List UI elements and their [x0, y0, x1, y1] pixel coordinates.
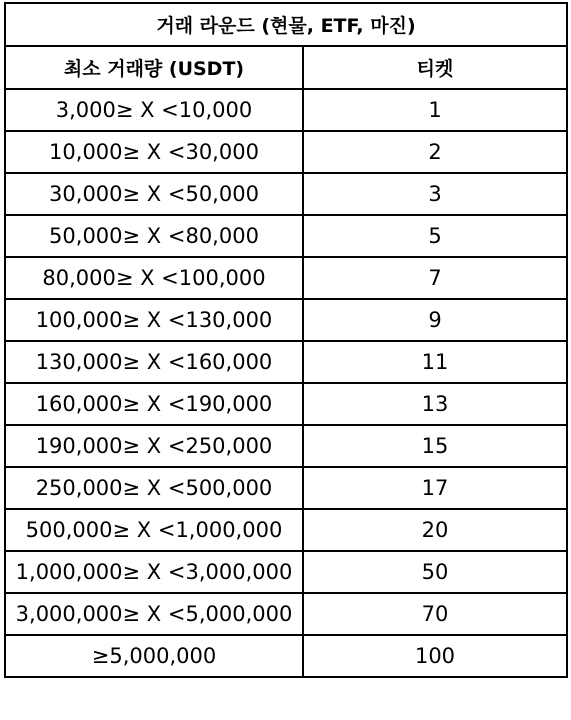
table-row [5, 551, 567, 593]
tickets-cell: 11 [303, 341, 567, 383]
table-row [5, 341, 567, 383]
table-row [5, 509, 567, 551]
volume-cell: 3,000,000≥ X <5,000,000 [5, 593, 303, 635]
tickets-cell: 1 [303, 89, 567, 131]
table-header-row [5, 46, 567, 89]
tickets-cell: 50 [303, 551, 567, 593]
table-row [5, 383, 567, 425]
volume-cell: 10,000≥ X <30,000 [5, 131, 303, 173]
volume-cell: 3,000≥ X <10,000 [5, 89, 303, 131]
tickets-cell: 15 [303, 425, 567, 467]
volume-cell: 30,000≥ X <50,000 [5, 173, 303, 215]
table-title: 거래 라운드 (현물, ETF, 마진) [5, 3, 567, 46]
table-row [5, 425, 567, 467]
volume-cell: 50,000≥ X <80,000 [5, 215, 303, 257]
tickets-cell: 20 [303, 509, 567, 551]
tickets-cell: 3 [303, 173, 567, 215]
header-tickets: 티켓 [303, 46, 567, 89]
tickets-cell: 9 [303, 299, 567, 341]
table-row [5, 131, 567, 173]
volume-cell: 190,000≥ X <250,000 [5, 425, 303, 467]
ticket-table [4, 2, 568, 678]
tickets-cell: 5 [303, 215, 567, 257]
volume-cell: 100,000≥ X <130,000 [5, 299, 303, 341]
tickets-cell: 7 [303, 257, 567, 299]
tickets-cell: 2 [303, 131, 567, 173]
table-row [5, 467, 567, 509]
table-row [5, 593, 567, 635]
volume-cell: 160,000≥ X <190,000 [5, 383, 303, 425]
table-row [5, 299, 567, 341]
volume-cell: 130,000≥ X <160,000 [5, 341, 303, 383]
volume-cell: 250,000≥ X <500,000 [5, 467, 303, 509]
volume-cell: 80,000≥ X <100,000 [5, 257, 303, 299]
table-row [5, 215, 567, 257]
ticket-table-sheet [4, 2, 566, 716]
tickets-cell: 70 [303, 593, 567, 635]
table-row [5, 89, 567, 131]
tickets-cell: 13 [303, 383, 567, 425]
table-row [5, 635, 567, 677]
tickets-cell: 17 [303, 467, 567, 509]
table-title-row [5, 3, 567, 46]
volume-cell: ≥5,000,000 [5, 635, 303, 677]
volume-cell: 1,000,000≥ X <3,000,000 [5, 551, 303, 593]
header-min-volume: 최소 거래량 (USDT) [5, 46, 303, 89]
table-row [5, 173, 567, 215]
table-row [5, 257, 567, 299]
tickets-cell: 100 [303, 635, 567, 677]
volume-cell: 500,000≥ X <1,000,000 [5, 509, 303, 551]
